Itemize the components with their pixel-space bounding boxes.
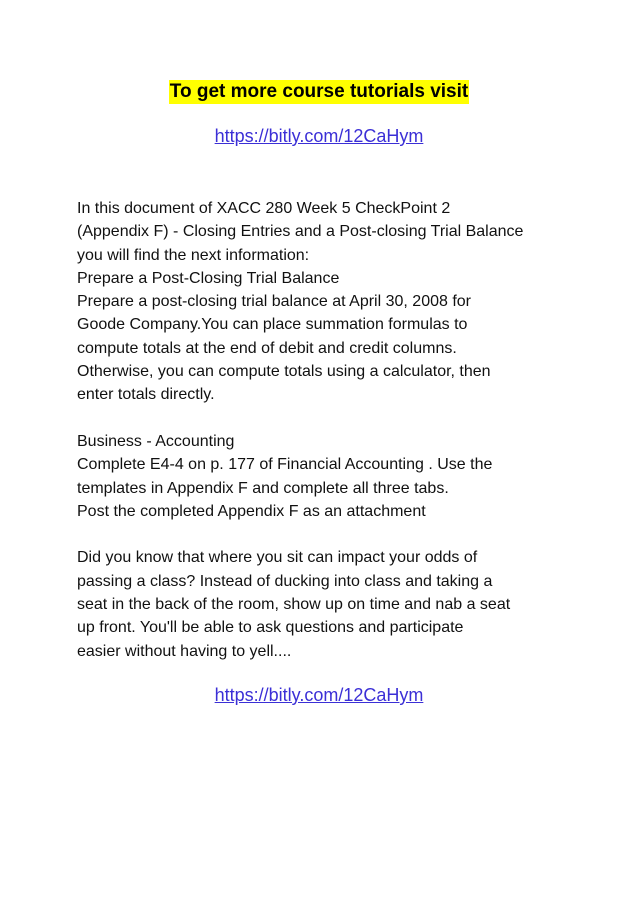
paragraph-gap: [77, 523, 577, 546]
text-line: Business - Accounting: [77, 432, 235, 450]
text-line: Otherwise, you can compute totals using a calculator, then: [77, 363, 491, 381]
text-line: Prepare a Post-Closing Trial Balance: [77, 269, 340, 287]
text-line: Post the completed Appendix F as an attachment: [77, 502, 426, 520]
text-line: (Appendix F) - Closing Entries and a Post-closing Trial Balance: [77, 223, 524, 241]
text-line: passing a class? Instead of ducking into class and taking a: [77, 572, 493, 590]
text-line: seat in the back of the room, show up on time and nab a seat: [77, 596, 511, 614]
heading-row: [0, 80, 638, 104]
bottom-link[interactable]: https://bitly.com/12CaHym: [214, 685, 424, 705]
text-line: Did you know that where you sit can impact your odds of: [77, 549, 478, 567]
text-line: you will find the next information:: [77, 246, 310, 264]
text-line: enter totals directly.: [77, 386, 215, 404]
paragraph-accounting: [77, 430, 577, 523]
text-line: up front. You'll be able to ask questions and participate: [77, 619, 464, 637]
text-line: In this document of XACC 280 Week 5 CheckPoint 2: [77, 200, 451, 217]
text-line: templates in Appendix F and complete all three tabs.: [77, 479, 449, 497]
document-body: [77, 197, 577, 663]
text-line: compute totals at the end of debit and credit columns.: [77, 339, 457, 357]
paragraph-gap: [77, 407, 577, 430]
text-line: easier without having to yell....: [77, 642, 292, 660]
top-link[interactable]: https://bitly.com/12CaHym: [214, 126, 424, 146]
paragraph-intro: [77, 197, 577, 407]
text-line: Prepare a post-closing trial balance at April 30, 2008 for: [77, 293, 472, 311]
page-title: To get more course tutorials visit: [169, 81, 469, 102]
paragraph-tip: [77, 546, 577, 662]
text-line: Complete E4-4 on p. 177 of Financial Accounting . Use the: [77, 456, 493, 474]
text-line: Goode Company.You can place summation formulas to: [77, 316, 468, 334]
